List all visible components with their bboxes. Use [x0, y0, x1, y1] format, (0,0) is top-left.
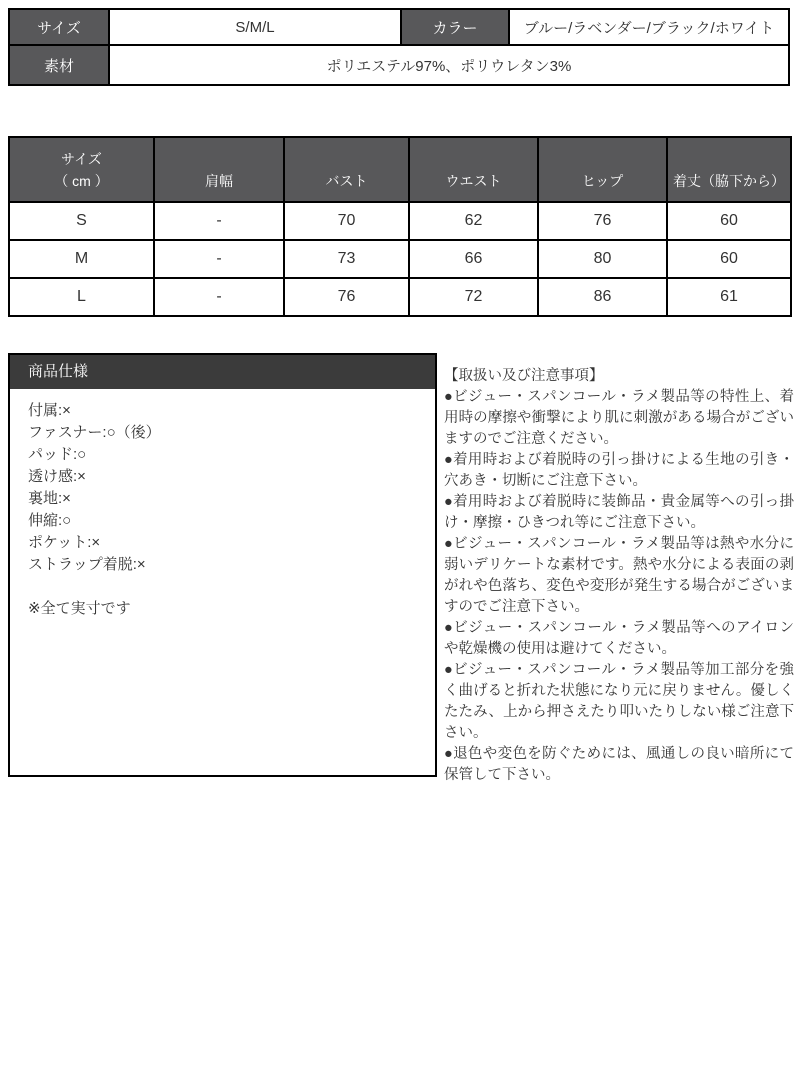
spec-item-sheerness: 透け感:×	[28, 468, 86, 485]
care-note-friction: ●ビジュー・スパンコール・ラメ製品等の特性上、着用時の摩擦や衝撃により肌に刺激がある場合がございますのでご注意ください。	[444, 389, 794, 447]
cell-hip: 86	[538, 278, 667, 316]
header-hip: ヒップ	[538, 137, 667, 202]
care-note-iron-dryer: ●ビジュー・スパンコール・ラメ製品等へのアイロンや乾燥機の使用は避けてください。	[444, 620, 794, 657]
spec-item-pocket: ポケット:×	[28, 534, 101, 551]
spec-item-strap: ストラップ着脱:×	[28, 556, 146, 573]
material-label-cell: 素材	[9, 45, 109, 85]
care-note-jewelry: ●着用時および着脱時に装飾品・貴金属等への引っ掛け・摩擦・ひきつれ等にご注意下さい。	[444, 494, 794, 531]
cell-bust: 70	[284, 202, 409, 240]
spec-box-title: 商品仕様	[10, 355, 435, 389]
spec-box	[8, 353, 437, 777]
care-note-snagging: ●着用時および着脱時の引っ掛けによる生地の引き・穴あき・切断にご注意下さい。	[444, 452, 794, 489]
spec-item-accessories: 付属:×	[28, 402, 71, 419]
color-label-cell: カラー	[401, 9, 509, 45]
spec-measurement-note: ※全て実寸です	[28, 600, 131, 617]
care-note-bending: ●ビジュー・スパンコール・ラメ製品等加工部分を強く曲げると折れた状態になり元に戻りません。優しくたたみ、上から押さえたり叩いたりしない様ご注意下さい。	[444, 662, 794, 741]
cell-size: M	[9, 240, 154, 278]
size-chart-row-l	[9, 278, 791, 316]
spec-box-body	[10, 389, 435, 620]
size-chart-row-s	[9, 202, 791, 240]
material-value-cell: ポリエステル97%、ポリウレタン3%	[109, 45, 789, 85]
cell-waist: 72	[409, 278, 538, 316]
color-value-cell: ブルー/ラベンダー/ブラック/ホワイト	[509, 9, 789, 45]
spec-item-fastener: ファスナー:○（後）	[28, 424, 161, 441]
cell-bust: 73	[284, 240, 409, 278]
cell-waist: 66	[409, 240, 538, 278]
cell-shoulder: -	[154, 240, 284, 278]
cell-hip: 80	[538, 240, 667, 278]
care-note-heat-moisture: ●ビジュー・スパンコール・ラメ製品等は熱や水分に弱いデリケートな素材です。熱や水分による表面の剥がれや色落ち、変色や変形が発生する場合がございますのでご注意下さい。	[444, 536, 794, 615]
cell-shoulder: -	[154, 202, 284, 240]
size-value-cell: S/M/L	[109, 9, 401, 45]
cell-length: 60	[667, 202, 791, 240]
spec-item-pad: パッド:○	[28, 446, 87, 463]
product-info-table	[8, 8, 790, 86]
info-row-size-color	[9, 9, 789, 45]
cell-bust: 76	[284, 278, 409, 316]
header-waist: ウエスト	[409, 137, 538, 202]
header-size-line1: サイズ	[61, 151, 102, 167]
size-chart-table	[8, 136, 792, 317]
cell-length: 60	[667, 240, 791, 278]
care-notes	[444, 366, 794, 786]
header-bust: バスト	[284, 137, 409, 202]
info-row-material	[9, 45, 789, 85]
cell-length: 61	[667, 278, 791, 316]
cell-size: S	[9, 202, 154, 240]
cell-size: L	[9, 278, 154, 316]
size-label-cell: サイズ	[9, 9, 109, 45]
cell-hip: 76	[538, 202, 667, 240]
header-length: 着丈（脇下から）	[667, 137, 791, 202]
care-note-storage: ●退色や変色を防ぐためには、風通しの良い暗所にて保管して下さい。	[444, 746, 794, 783]
spec-item-lining: 裏地:×	[28, 490, 71, 507]
size-chart-row-m	[9, 240, 791, 278]
header-size-cm	[9, 137, 154, 202]
size-chart-header-row	[9, 137, 791, 202]
spec-item-stretch: 伸縮:○	[28, 512, 72, 529]
care-notes-title: 【取扱い及び注意事項】	[444, 368, 604, 384]
cell-shoulder: -	[154, 278, 284, 316]
header-size-line2: （ cm ）	[54, 173, 109, 189]
header-shoulder: 肩幅	[154, 137, 284, 202]
cell-waist: 62	[409, 202, 538, 240]
